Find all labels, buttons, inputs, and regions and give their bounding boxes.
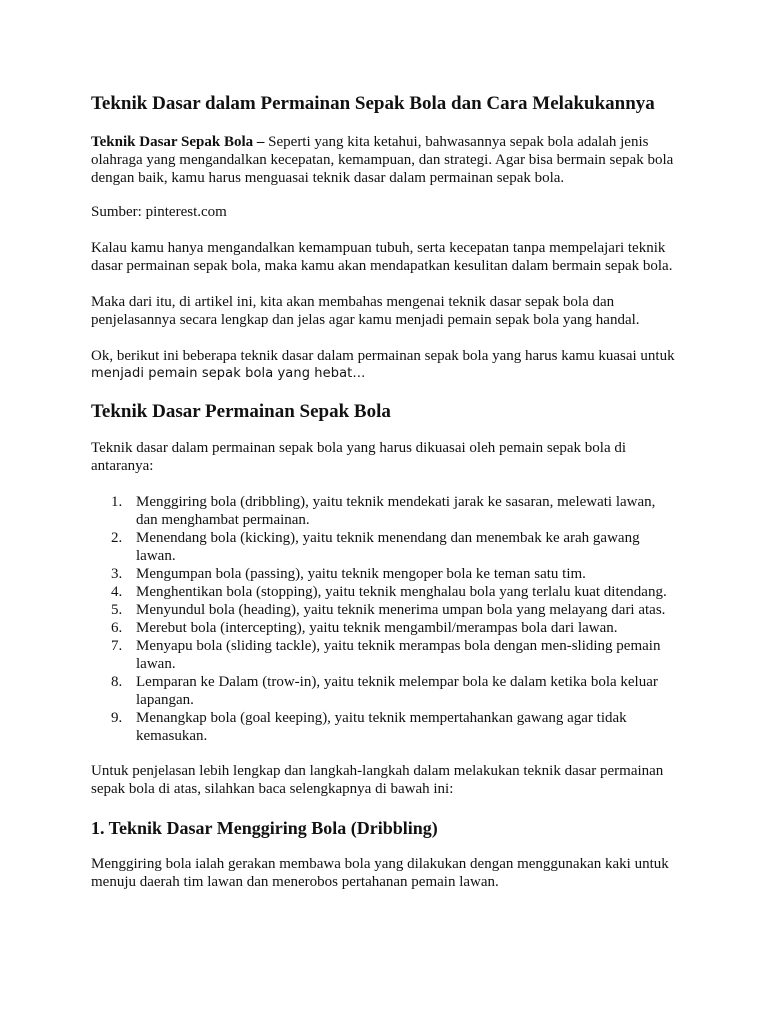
paragraph-dribbling-line-1: Menggiring bola ialah gerakan membawa bola yang dilakukan dengan menggunakan kaki untuk: [91, 856, 669, 872]
paragraph-kalau: [91, 239, 681, 275]
intro-line-1-text: Seperti yang kita ketahui, bahwasannya sepak bola adalah jenis: [264, 134, 649, 150]
paragraph-kalau-line-1: Kalau kamu hanya mengandalkan kemampuan tubuh, serta kecepatan tanpa mempelajari teknik: [91, 240, 666, 256]
list-item-text: Merebut bola (intercepting), yaitu teknik mengambil/merampas bola dari lawan.: [136, 620, 618, 636]
paragraph-maka-line-2: penjelasannya secara lengkap dan jelas agar kamu menjadi pemain sepak bola yang handal.: [91, 312, 640, 328]
intro-paragraph: [91, 133, 681, 187]
section-intro-line-1: Teknik dasar dalam permainan sepak bola yang harus dikuasai oleh pemain sepak bola di: [91, 440, 627, 456]
paragraph-maka: [91, 293, 681, 329]
paragraph-dribbling-line-2: menuju daerah tim lawan dan menerobos pertahanan pemain lawan.: [91, 874, 499, 890]
list-item-text: Menggiring bola (dribbling), yaitu teknik mendekati jarak ke sasaran, melewati lawan,: [136, 494, 656, 510]
list-item: [91, 709, 681, 745]
list-item-number: 4.: [111, 584, 123, 600]
list-item-text-continued: dan menghambat permainan.: [136, 512, 310, 528]
list-item-text-continued: lawan.: [136, 548, 176, 564]
list-item-number: 7.: [111, 638, 123, 654]
list-item-text: Menyundul bola (heading), yaitu teknik menerima umpan bola yang melayang dari atas.: [136, 602, 666, 618]
intro-line-1: [91, 133, 681, 151]
list-item-text: Mengumpan bola (passing), yaitu teknik mengoper bola ke teman satu tim.: [136, 566, 586, 582]
paragraph-ok-line-1: Ok, berikut ini beberapa teknik dasar dalam permainan sepak bola yang harus kamu kuasai untuk: [91, 348, 675, 364]
list-item: [91, 619, 681, 637]
list-item-number: 1.: [111, 494, 123, 510]
intro-line-2: olahraga yang mengandalkan kecepatan, kemampuan, dan strategi. Agar bisa bermain sepak bola: [91, 152, 674, 168]
list-item: [91, 493, 681, 529]
paragraph-ok: [91, 347, 681, 383]
source-caption: Sumber: pinterest.com: [91, 204, 227, 220]
list-item: [91, 529, 681, 565]
section-title: Teknik Dasar Permainan Sepak Bola: [91, 401, 391, 422]
list-item: [91, 673, 681, 709]
paragraph-untuk: [91, 762, 681, 798]
list-item-text-continued: kemasukan.: [136, 728, 208, 744]
list-item: [91, 583, 681, 601]
page-title: Teknik Dasar dalam Permainan Sepak Bola dan Cara Melakukannya: [91, 93, 655, 114]
paragraph-dribbling: [91, 855, 681, 891]
list-item-text-continued: lapangan.: [136, 692, 194, 708]
list-item-number: 3.: [111, 566, 123, 582]
section-intro: [91, 439, 681, 475]
list-item-text: Menghentikan bola (stopping), yaitu teknik menghalau bola yang terlalu kuat ditendang.: [136, 584, 667, 600]
list-item-number: 9.: [111, 710, 123, 726]
list-item: [91, 565, 681, 583]
intro-line-3: dengan baik, kamu harus menguasai teknik dasar dalam permainan sepak bola.: [91, 170, 565, 186]
list-item-text: Lemparan ke Dalam (trow-in), yaitu teknik melempar bola ke dalam ketika bola keluar: [136, 674, 658, 690]
list-item-number: 8.: [111, 674, 123, 690]
list-item-text: Menyapu bola (sliding tackle), yaitu teknik merampas bola dengan men-sliding pemain: [136, 638, 661, 654]
paragraph-maka-line-1: Maka dari itu, di artikel ini, kita akan membahas mengenai teknik dasar sepak bola dan: [91, 294, 615, 310]
list-item: [91, 601, 681, 619]
paragraph-kalau-line-2: dasar permainan sepak bola, maka kamu akan mendapatkan kesulitan dalam bermain sepak bola.: [91, 258, 673, 274]
list-item-text: Menangkap bola (goal keeping), yaitu teknik mempertahankan gawang agar tidak: [136, 710, 627, 726]
list-item-number: 2.: [111, 530, 123, 546]
list-item-number: 5.: [111, 602, 123, 618]
technique-list: [91, 493, 681, 745]
intro-lead: Teknik Dasar Sepak Bola –: [91, 134, 265, 150]
section-intro-line-2: antaranya:: [91, 458, 154, 474]
paragraph-untuk-line-2: sepak bola di atas, silahkan baca selengkapnya di bawah ini:: [91, 781, 454, 797]
paragraph-untuk-line-1: Untuk penjelasan lebih lengkap dan langkah-langkah dalam melakukan teknik dasar permainan: [91, 763, 664, 779]
list-item: [91, 637, 681, 673]
paragraph-ok-line-2: menjadi pemain sepak bola yang hebat…: [91, 366, 366, 381]
list-item-number: 6.: [111, 620, 123, 636]
list-item-text: Menendang bola (kicking), yaitu teknik menendang dan menembak ke arah gawang: [136, 530, 640, 546]
subsection-title: 1. Teknik Dasar Menggiring Bola (Dribbling): [91, 818, 438, 838]
list-item-text-continued: lawan.: [136, 656, 176, 672]
